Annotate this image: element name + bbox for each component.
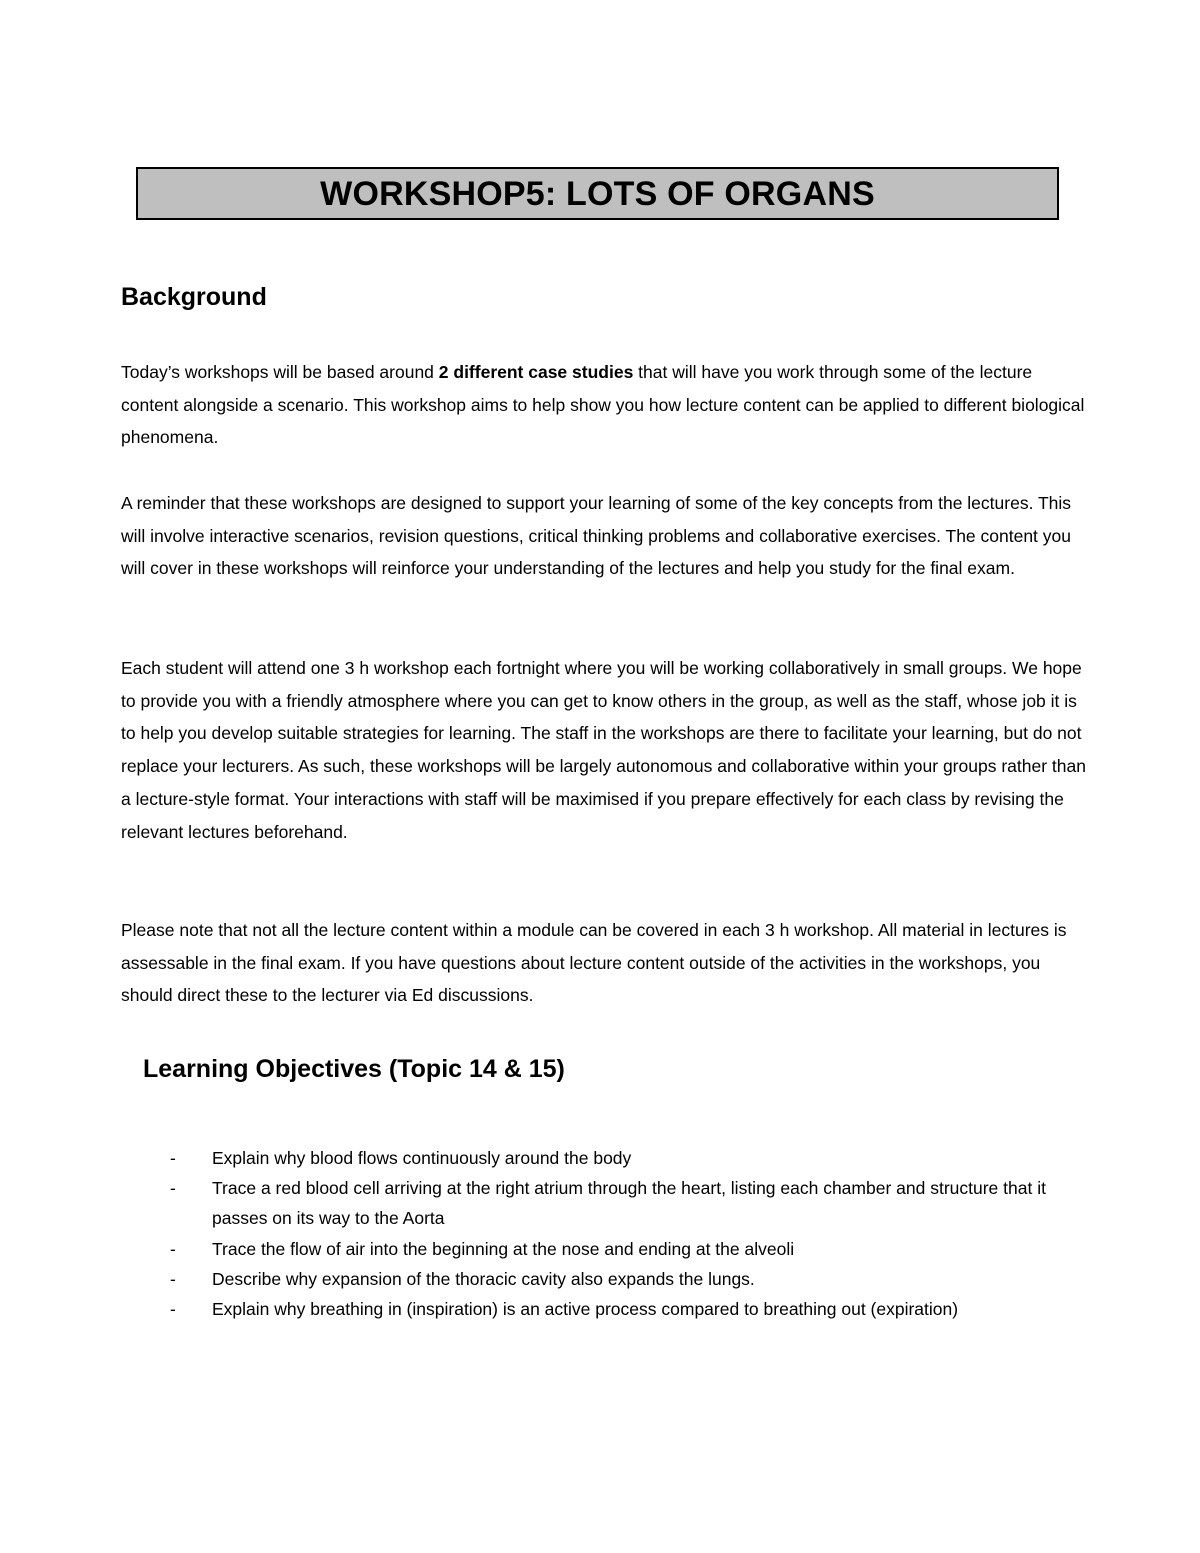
paragraph-1-bold-text: 2 different case studies (438, 362, 634, 382)
paragraph-1-text-end: that will have you work through some of the lecture content alongside a scenario. This workshop aims to help show you how lecture content can be applied to different biological phenomena. (121, 362, 1085, 448)
learning-objectives-list (170, 1143, 1070, 1324)
objective-item (170, 1143, 1070, 1173)
background-heading: Background (121, 283, 267, 311)
dash-bullet: - (170, 1238, 176, 1259)
paragraph-1-text-start: Today’s workshops will be based around (121, 362, 439, 382)
objective-item (170, 1173, 1070, 1233)
dash-bullet: - (170, 1268, 176, 1289)
title-box (136, 167, 1059, 220)
dash-bullet: - (170, 1299, 176, 1320)
background-paragraph-2: A reminder that these workshops are designed to support your learning of some of the key concepts from the lectures. This will involve interactive scenarios, revision questions, critical thinking problems and collaborative exercises. The content you will cover in these workshops will reinforce your understanding of the lectures and help you study for the final exam. (121, 493, 1072, 579)
objective-item (170, 1234, 1070, 1264)
objective-item (170, 1294, 1070, 1324)
document-title: WORKSHOP5: LOTS OF ORGANS (320, 174, 875, 213)
objective-item (170, 1264, 1070, 1294)
background-paragraph-4: Please note that not all the lecture content within a module can be covered in each 3 h workshop. All material in lectures is assessable in the final exam. If you have questions about lecture content outside of the activities in the workshops, you should direct these to the lecturer via Ed discussions. (121, 920, 1067, 1006)
objective-text: Trace a red blood cell arriving at the right atrium through the heart, listing each chamber and structure that it passes on its way to the Aorta (212, 1178, 1046, 1229)
background-paragraph-1 (121, 356, 1086, 454)
learning-objectives-heading: Learning Objectives (Topic 14 & 15) (143, 1055, 565, 1083)
dash-bullet: - (170, 1178, 176, 1199)
dash-bullet: - (170, 1148, 176, 1168)
objective-text: Explain why breathing in (inspiration) is an active process compared to breathing out (expiration) (212, 1299, 959, 1320)
background-paragraph-3: Each student will attend one 3 h workshop each fortnight where you will be working collaboratively in small groups. We hope to provide you with a friendly atmosphere where you can get to know others in the group, as well as the staff, whose job it is to help you develop suitable strategies for learning. The staff in the workshops are there to facilitate your learning, but do not replace your lecturers. As such, these workshops will be largely autonomous and collaborative within your groups rather than a lecture-style format. Your interactions with staff will be maximised if you prepare effectively for each class by revising the relevant lectures beforehand. (121, 658, 1086, 842)
objective-text: Trace the flow of air into the beginning at the nose and ending at the alveoli (212, 1238, 795, 1259)
objective-text: Explain why blood flows continuously around the body (212, 1148, 632, 1168)
objective-text: Describe why expansion of the thoracic cavity also expands the lungs. (212, 1268, 755, 1289)
